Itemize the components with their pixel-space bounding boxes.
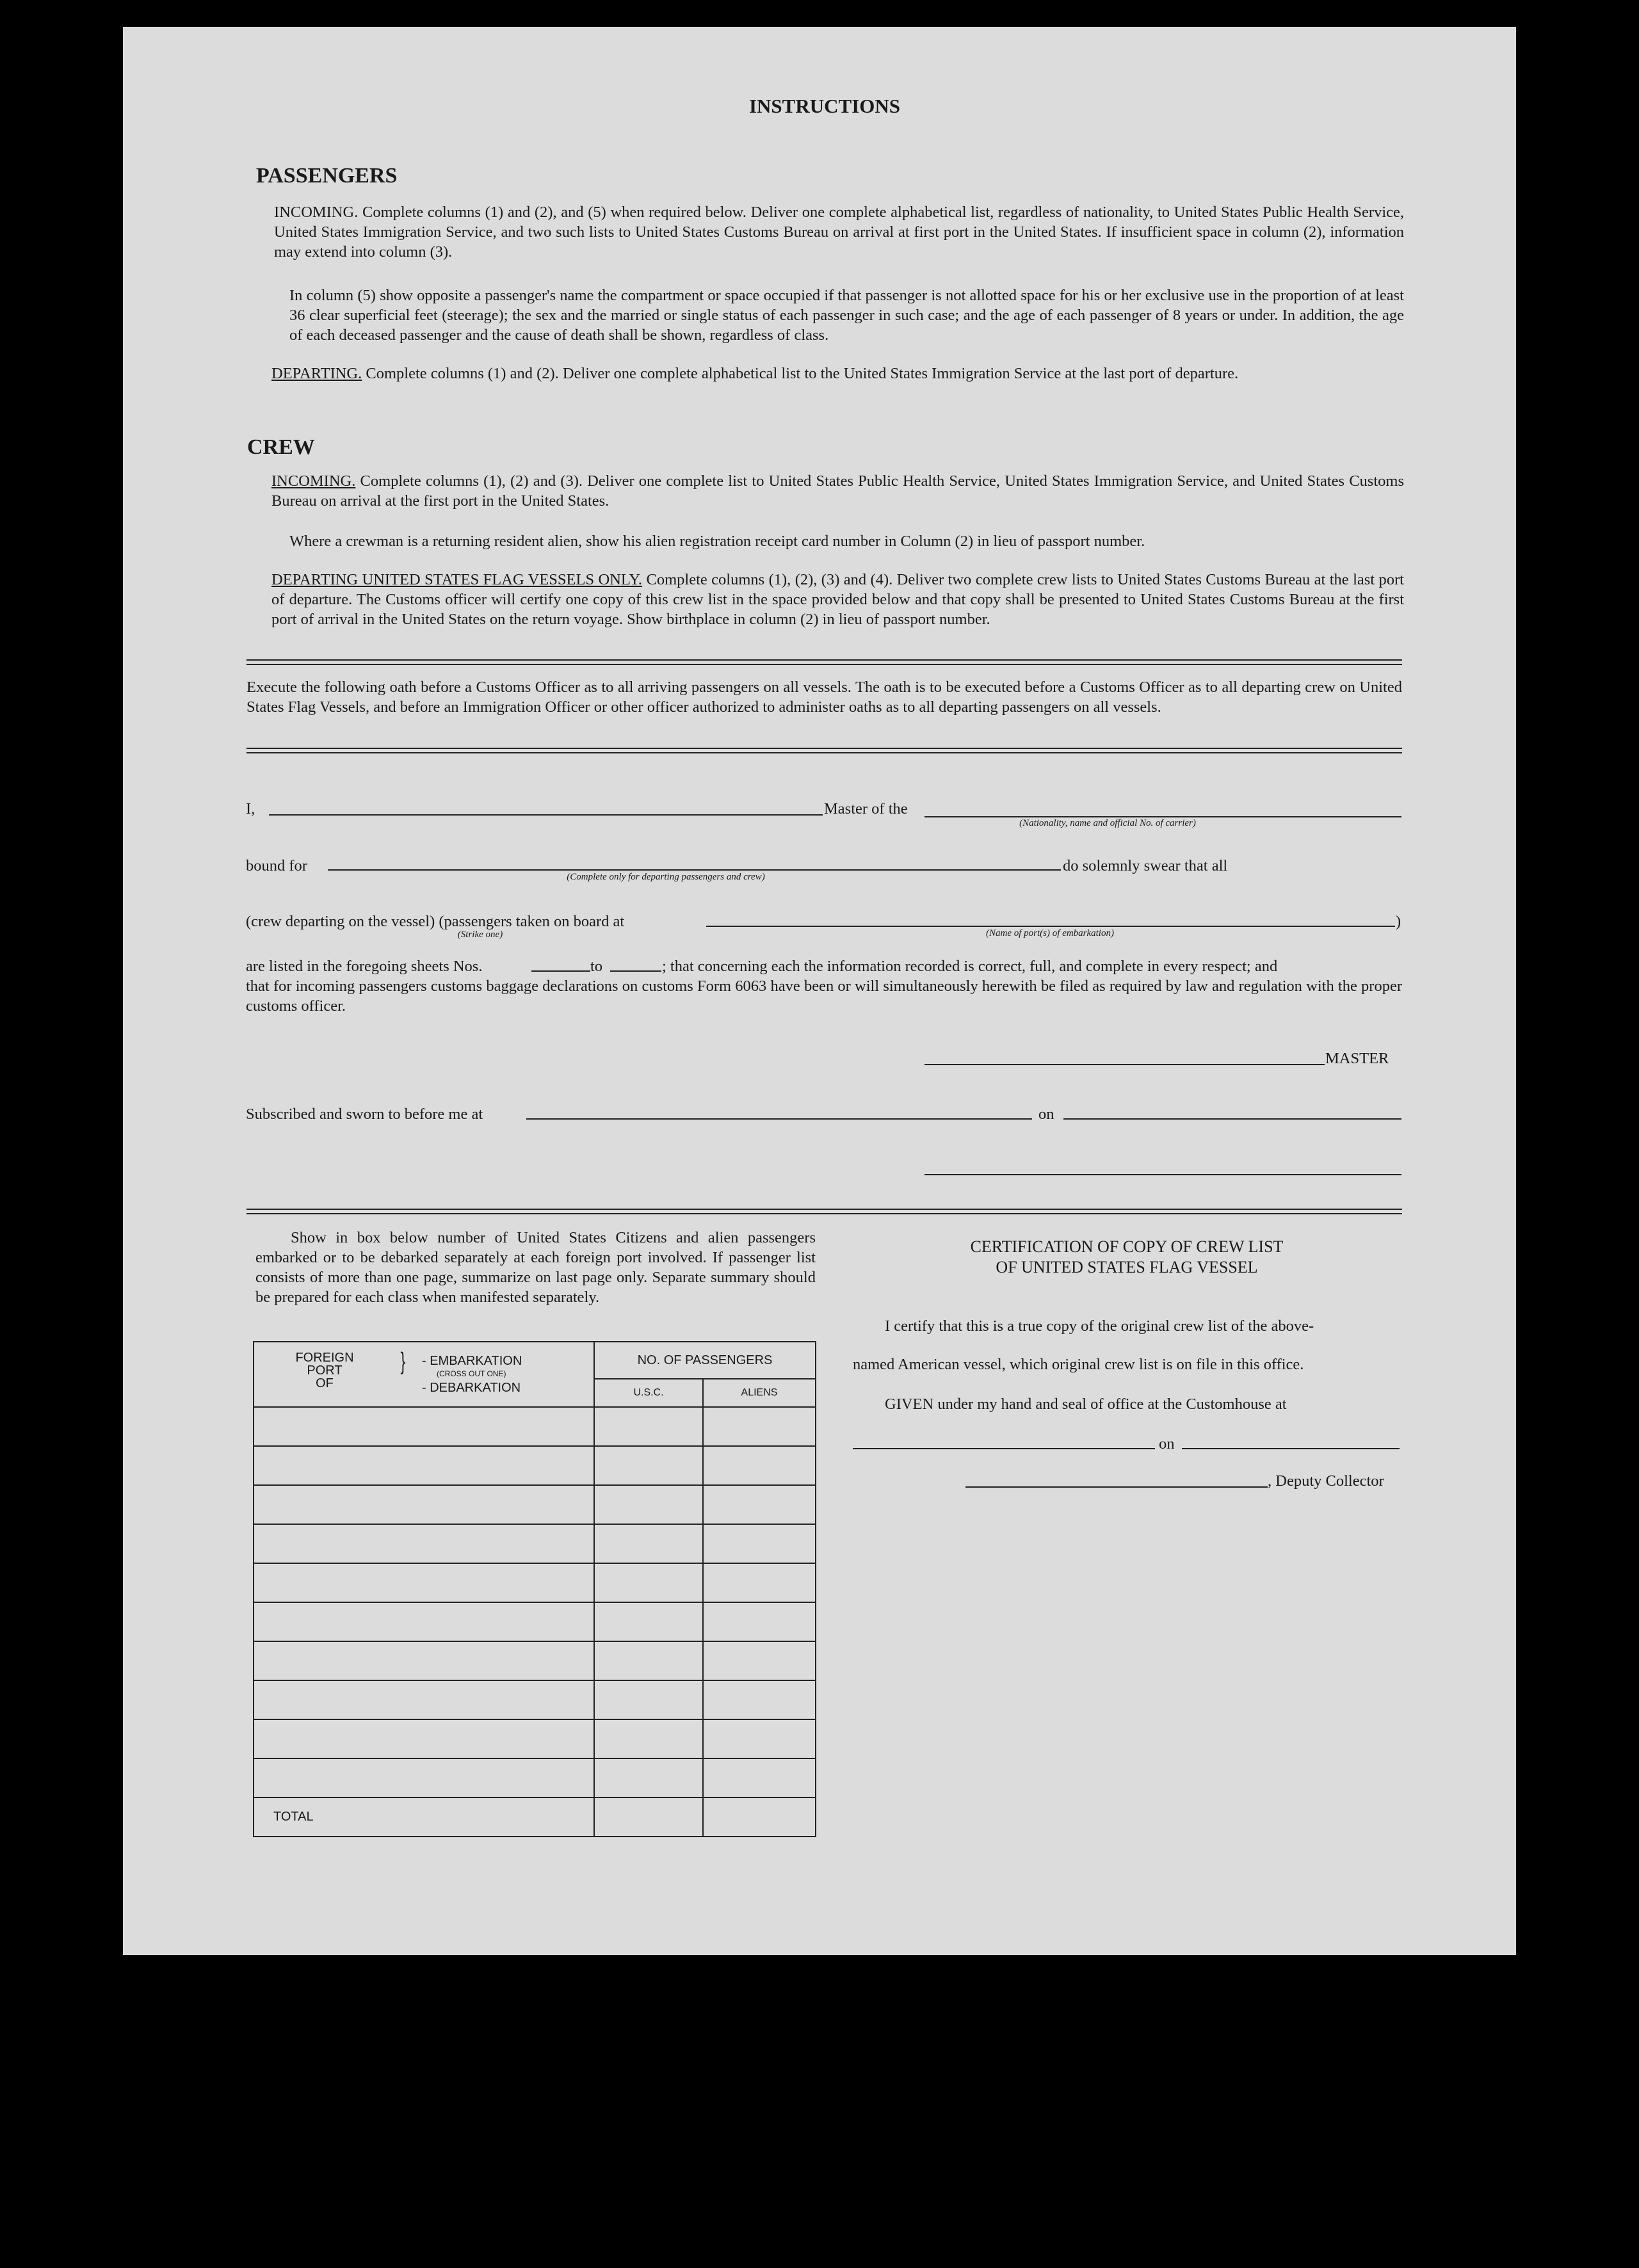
port-cell[interactable]: [254, 1485, 594, 1524]
crew-crewman-note: Where a crewman is a returning resident alien, show his alien registration receipt card number in Column (2) in lieu of passport number.: [289, 533, 1145, 550]
port-cell[interactable]: [254, 1524, 594, 1563]
oath-master: MASTER: [1325, 1050, 1389, 1067]
aliens-cell[interactable]: [703, 1524, 816, 1563]
port-cell[interactable]: [254, 1758, 594, 1798]
divider-1: [246, 659, 1402, 665]
oath-subscribed: Subscribed and sworn to before me at: [246, 1106, 483, 1123]
master-signature-line[interactable]: [924, 1064, 1325, 1065]
table-row: [254, 1524, 816, 1563]
embarkation-label: - EMBARKATION: [422, 1354, 522, 1368]
certify-line-1: I certify that this is a true copy of the original crew list of the above-: [885, 1317, 1314, 1335]
page-title: INSTRUCTIONS: [748, 95, 900, 117]
table-row: [254, 1758, 816, 1798]
carrier-line[interactable]: [924, 816, 1401, 817]
aliens-header: ALIENS: [703, 1379, 816, 1407]
table-row: [254, 1446, 816, 1485]
port-cell[interactable]: [254, 1563, 594, 1602]
usc-cell[interactable]: [594, 1563, 703, 1602]
aliens-cell[interactable]: [703, 1719, 816, 1758]
passengers-column5: In column (5) show opposite a passenger's name the compartment or space occupied if that passenger is not allotted space for his or her exclusive use in the proportion of at least 36 clear superficial feet (steerage); the sex and the married or single status of each passenger in such case; and the age of each passenger of 8 years or under. In addition, the age of each deceased passenger and the cause of death shall be shown, regardless of class.: [289, 287, 1404, 344]
oath-listed-c: that for incoming passengers customs baggage declarations on customs Form 6063 have been or will simultaneously herewith be filed as required by law and regulation with the proper customs officer.: [246, 977, 1402, 1015]
bound-caption: (Complete only for departing passengers and crew): [567, 872, 765, 882]
table-row: [254, 1407, 816, 1446]
usc-cell[interactable]: [594, 1446, 703, 1485]
debarkation-label: - DEBARKATION: [422, 1381, 521, 1395]
deputy-signature-line[interactable]: [965, 1486, 1268, 1488]
port-cell[interactable]: [254, 1446, 594, 1485]
oath-master-of-the: Master of the: [824, 800, 908, 817]
aliens-cell[interactable]: [703, 1602, 816, 1641]
destination-line[interactable]: [328, 869, 1061, 871]
port-cell[interactable]: [254, 1407, 594, 1446]
sworn-date-line[interactable]: [1063, 1118, 1401, 1120]
port-cell[interactable]: [254, 1641, 594, 1680]
total-aliens-cell[interactable]: [703, 1798, 816, 1837]
oath-listed-a: are listed in the foregoing sheets Nos.: [246, 958, 483, 975]
oath-close-paren: ): [1396, 913, 1401, 930]
passenger-summary-table: [253, 1341, 816, 1837]
certification-title-2: OF UNITED STATES FLAG VESSEL: [996, 1258, 1258, 1276]
given-line: GIVEN under my hand and seal of office at the Customhouse at: [885, 1395, 1287, 1413]
passengers-heading: PASSENGERS: [256, 164, 398, 188]
sworn-place-line[interactable]: [526, 1118, 1032, 1120]
usc-cell[interactable]: [594, 1758, 703, 1798]
usc-cell[interactable]: [594, 1485, 703, 1524]
port-cell[interactable]: [254, 1602, 594, 1641]
usc-cell[interactable]: [594, 1524, 703, 1563]
sheet-from-line[interactable]: [531, 970, 590, 972]
oath-bound-for: bound for: [246, 857, 307, 874]
usc-header: U.S.C.: [594, 1379, 703, 1407]
cross-out-label: (CROSS OUT ONE): [437, 1369, 506, 1378]
crew-departing-text: Complete columns (1), (2), (3) and (4). Deliver two complete crew lists to United States Customs Bureau at the last port of departure. The Customs officer will certify one copy of this crew list in the space provided below and that copy shall be presented to United States Customs Bureau at the first port of arrival in the United States on the return voyage. Show birthplace in column (2) in lieu of passport number.: [271, 571, 1404, 628]
passengers-incoming-text: Complete columns (1) and (2), and (5) when required below. Deliver one complete alphabetical list, regardless of nationality, to United States Public Health Service, United States Immigration Service, and two such lists to United States Customs Bureau on arrival at first port in the United States. If insufficient space in column (2), information may extend into column (3).: [274, 204, 1405, 261]
usc-cell[interactable]: [594, 1407, 703, 1446]
crew-incoming-label: INCOMING.: [271, 472, 356, 490]
oath-on: on: [1038, 1106, 1054, 1123]
passengers-incoming: [274, 202, 1404, 262]
strike-one-caption: (Strike one): [457, 929, 503, 940]
deputy-collector-label: , Deputy Collector: [1268, 1472, 1384, 1490]
certify-line-2: named American vessel, which original crew list is on file in this office.: [853, 1356, 1304, 1373]
port-cell[interactable]: [254, 1680, 594, 1719]
oath-listed-b: ; that concerning each the information recorded is correct, full, and complete in every respect; and: [662, 958, 1278, 975]
embarkation-port-line[interactable]: [706, 926, 1395, 927]
table-row: [254, 1563, 816, 1602]
usc-cell[interactable]: [594, 1719, 703, 1758]
total-usc-cell[interactable]: [594, 1798, 703, 1837]
usc-cell[interactable]: [594, 1641, 703, 1680]
crew-departing-label: DEPARTING UNITED STATES FLAG VESSELS ONLY.: [271, 571, 643, 588]
crew-incoming-text: Complete columns (1), (2) and (3). Deliver one complete list to United States Public Health Service, United States Immigration Service, and United States Customs Bureau on arrival at the first port in the United States.: [271, 472, 1404, 510]
summary-instructions: Show in box below number of United States Citizens and alien passengers embarked or to be debarked separately at each foreign port involved. If passenger list consists of more than one page, summarize on last page only. Separate summary should be prepared for each class when manifested separately.: [255, 1229, 816, 1306]
table-row: [254, 1641, 816, 1680]
foreign-port-of-label: FOREIGN PORT OF: [295, 1351, 354, 1390]
crew-heading: CREW: [247, 435, 315, 459]
divider-2: [246, 748, 1402, 753]
customhouse-line[interactable]: [853, 1448, 1155, 1449]
port-header-cell: [254, 1342, 594, 1407]
table-row: [254, 1485, 816, 1524]
usc-cell[interactable]: [594, 1680, 703, 1719]
certification-title-1: CERTIFICATION OF COPY OF CREW LIST: [970, 1237, 1284, 1256]
table-row: [254, 1719, 816, 1758]
oath-intro: Execute the following oath before a Customs Officer as to all arriving passengers on all vessels. The oath is to be executed before a Customs Officer as to all departing crew on United States Flag Vessels, and before an Immigration Officer or other officer authorized to administer oaths as to all departing passengers on all vessels.: [246, 679, 1402, 716]
aliens-cell[interactable]: [703, 1680, 816, 1719]
crew-incoming: [271, 471, 1404, 511]
master-name-line[interactable]: [269, 814, 823, 816]
no-of-passengers-header: NO. OF PASSENGERS: [594, 1342, 816, 1379]
port-cell[interactable]: [254, 1719, 594, 1758]
usc-cell[interactable]: [594, 1602, 703, 1641]
passengers-departing: [271, 364, 1404, 383]
aliens-cell[interactable]: [703, 1758, 816, 1798]
total-label: TOTAL: [254, 1798, 594, 1837]
port-caption: (Name of port(s) of embarkation): [986, 928, 1114, 938]
crew-departing: [271, 570, 1404, 629]
oath-swear: do solemnly swear that all: [1063, 857, 1228, 874]
oath-i-label: I,: [246, 800, 255, 817]
passengers-departing-text: Complete columns (1) and (2). Deliver one complete alphabetical list to the United States Immigration Service at the last port of departure.: [366, 365, 1239, 382]
officer-signature-line[interactable]: [924, 1174, 1401, 1175]
brace-icon: }: [400, 1348, 406, 1375]
total-row: [254, 1798, 816, 1837]
aliens-cell[interactable]: [703, 1641, 816, 1680]
aliens-cell[interactable]: [703, 1446, 816, 1485]
aliens-cell[interactable]: [703, 1563, 816, 1602]
nationality-caption: (Nationality, name and official No. of carrier): [1019, 818, 1196, 828]
oath-crew-departing: (crew departing on the vessel) (passengers taken on board at: [246, 913, 625, 930]
table-row: [254, 1680, 816, 1719]
passengers-incoming-label: INCOMING.: [274, 204, 359, 221]
certification-date-line[interactable]: [1182, 1448, 1400, 1449]
aliens-cell[interactable]: [703, 1485, 816, 1524]
divider-3: [246, 1209, 1402, 1214]
aliens-cell[interactable]: [703, 1407, 816, 1446]
passengers-departing-label: DEPARTING.: [271, 365, 362, 382]
oath-listed-to: to: [590, 958, 603, 975]
table-row: [254, 1602, 816, 1641]
sheet-to-line[interactable]: [610, 970, 661, 972]
certification-on: on: [1159, 1435, 1175, 1452]
